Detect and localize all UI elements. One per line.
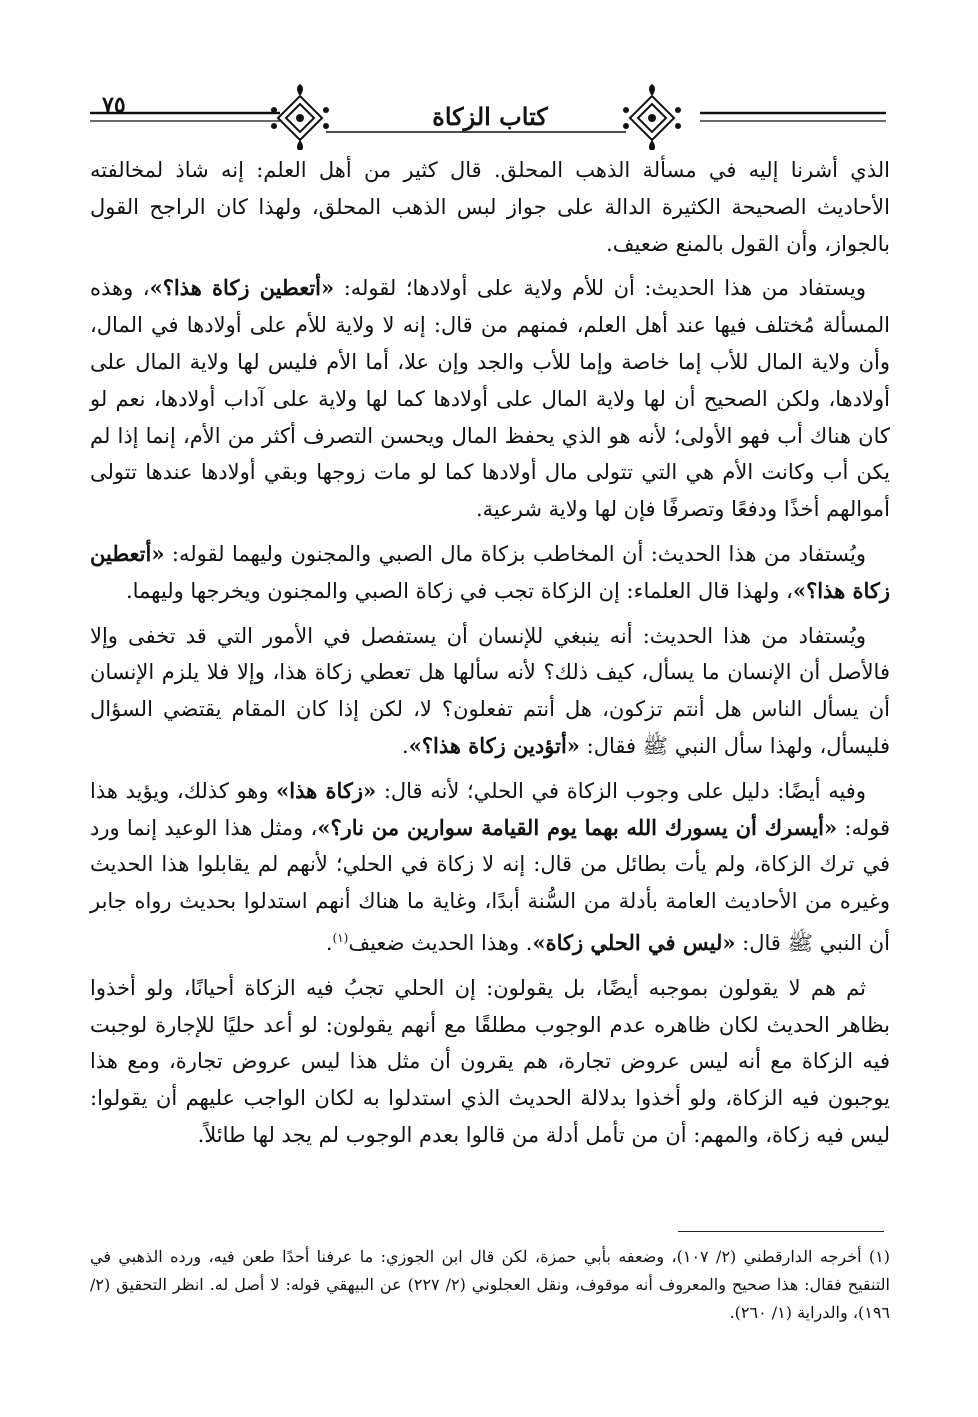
paragraph (90, 536, 890, 610)
body-text (90, 152, 890, 1154)
hadith-quote: «أتؤدين زكاة هذا؟» (408, 732, 580, 758)
hadith-quote: «أيسرك أن يسورك الله بهما يوم القيامة سوارين من نار؟» (317, 814, 838, 840)
text-run: ويستفاد من هذا الحديث: أن للأم ولاية على أولادها؛ لقوله: (334, 276, 866, 301)
footnote (90, 1243, 890, 1327)
text-run: ، وهذه المسألة مُختلف فيها عند أهل العلم، فمنهم من قال: إنه لا ولاية للأم على أولادها في المال، وأن ولاية المال للأب إما خاصة وإما للأب والجد وإن علا، أما الأم فليس لها ولاية المال على أولادها، ولكن الصحيح أن لها ولاية المال على أولادها كما لها ولاية على آداب أولادها، نعم لو كان هناك أب فهو الأولى؛ لأنه هو الذي يحفظ المال ويحسن التصرف أكثر من الأم، إنما إذا لم يكن أب وكانت الأم هي التي تتولى مال أولادها كما لو مات زوجها وبقي أولادها عندها تتولى أموالهم أخذًا ودفعًا وتصرفًا فإن لها ولاية شرعية. (90, 276, 890, 522)
text-run: وفيه أيضًا: دليل على وجوب الزكاة في الحلي؛ لأنه قال: (376, 778, 866, 803)
text-run: ويُستفاد من هذا الحديث: أنه ينبغي للإنسان أن يستفصل في الأمور التي قد تخفى وإلا فالأصل أن الإنسان ما يسأل، كيف ذلك؟ لأنه سألها هل تعطي زكاة هذا، وإلا فلا يلزم الإنسان أن يسأل الناس هل أنتم تزكون، هل أنتم تفعلون؟ لا، لكن إذا كان المقام يقتضي السؤال فليسأل، ولهذا سأل النبي ﷺ فقال: (90, 623, 890, 758)
paragraph (90, 152, 890, 262)
text-run: ويُستفاد من هذا الحديث: أن المخاطب بزكاة مال الصبي والمجنون وليهما لقوله: (164, 541, 866, 566)
paragraph (90, 618, 890, 765)
page-number: ٧٥ (102, 92, 126, 118)
page-header (0, 80, 978, 150)
hadith-quote: «ليس في الحلي زكاة» (532, 929, 736, 955)
book-title: كتاب الزكاة (432, 102, 548, 131)
text-run: ثم هم لا يقولون بموجبه أيضًا، بل يقولون: إن الحلي تجبُ فيه الزكاة أحيانًا، ولو أخذوا بظاهر الحديث لكان ظاهره عدم الوجوب مطلقًا مع أنهم يقولون: لو أعد حليًا للإجارة لوجبت فيه الزكاة مع أنه ليس عروض تجارة، هم يقرون أن مثل هذا ليس عروض تجارة، ومع هذا يوجبون فيه الزكاة، ولو أخذوا بدلالة الحديث الذي استدلوا به لكان الواجب عليهم أن يقولوا: ليس فيه زكاة، والمهم: أن من تأمل أدلة من قالوا بعدم الوجوب لم يجد لها طائلاً. (90, 975, 890, 1147)
left-knot-ornament (271, 84, 329, 150)
paragraph (90, 970, 890, 1154)
hadith-quote: «أتعطين زكاة هذا؟» (149, 275, 335, 301)
hadith-quote: «زكاة هذا» (276, 777, 377, 803)
text-run: الذي أشرنا إليه في مسألة الذهب المحلق. قال كثير من أهل العلم: إنه شاذ لمخالفته الأحاديث الصحيحة الكثيرة الدالة على جواز لبس الذهب المحلق، ولهذا كان الراجح القول بالجواز، وأن القول بالمنع ضعيف. (90, 158, 890, 256)
text-run: . (325, 930, 333, 955)
footnote-1: (١) أخرجه الدارقطني (٢/ ١٠٧)، وضعفه بأبي حمزة، لكن قال ابن الجوزي: ما عرفنا أحدًا طعن فيه، ورده الذهبي في التنقيح فقال: هذا صحيح والمعروف أنه موقوف، ونقل العجلوني (٢/ ٢٢٧) عن البيهقي قوله: لا أصل له. انظر التحقيق (٢/ ١٩٦)، والدراية (١/ ٢٦٠). (90, 1247, 891, 1322)
text-run: . (402, 733, 409, 758)
footnote-separator (678, 1231, 884, 1232)
text-run: ، ولهذا قال العلماء: إن الزكاة تجب في زكاة الصبي والمجنون ويخرجها وليهما. (125, 578, 793, 603)
hadith-quote: «أتعطين زكاة هذا؟» (90, 540, 890, 603)
paragraph (90, 270, 890, 528)
footnote-ref: (١) (332, 930, 349, 945)
paragraph (90, 773, 890, 962)
text-run: وهو كذلك، ويؤيد هذا قوله: (90, 778, 891, 840)
text-run: . وهذا الحديث ضعيف (348, 930, 533, 955)
text-run: ، ومثل هذا الوعيد إنما ورد في ترك الزكاة، ولم يأت بطائل من قال: إنه لا زكاة في الحلي؛ لأنهم لم يقابلوا هذا الحديث وغيره من الأحاديث العامة بأدلة من السُّنة أبدًا، وغاية ما هناك أنهم استدلوا بحديث رواه جابر أن النبي ﷺ قال: (90, 815, 890, 955)
